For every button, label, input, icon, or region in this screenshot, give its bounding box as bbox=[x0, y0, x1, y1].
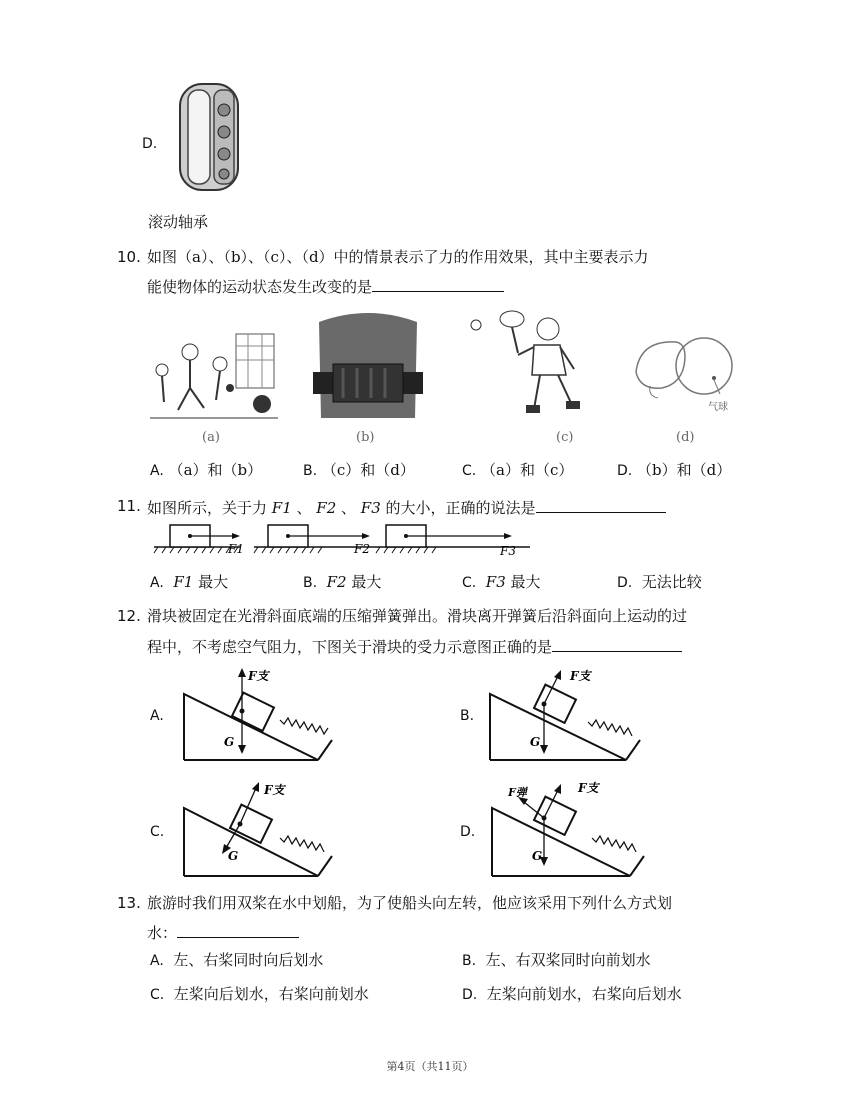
q10-answer-blank[interactable] bbox=[372, 275, 504, 292]
q12-answer-blank[interactable] bbox=[552, 635, 682, 652]
q10-image-label-c: (c) bbox=[556, 430, 574, 445]
q11-figure bbox=[150, 521, 530, 559]
q12-number: 12. bbox=[117, 607, 141, 625]
q12-a-label-fn: F支 bbox=[248, 669, 269, 683]
q11-label-f1: F1 bbox=[228, 542, 244, 556]
q12-d-label-g: G bbox=[532, 849, 543, 863]
q12-d-label-fn: F支 bbox=[578, 781, 599, 795]
q12-option-a-letter[interactable]: A. bbox=[150, 708, 164, 724]
q11-option-a[interactable]: A. F1 最大 bbox=[150, 573, 229, 591]
q10-image-label-a: (a) bbox=[202, 430, 220, 445]
q13-option-a[interactable]: A. 左、右桨同时向后划水 bbox=[150, 951, 324, 969]
q10-option-d[interactable]: D. （b）和（d） bbox=[617, 461, 732, 479]
page-footer: 第4页（共11页） bbox=[386, 1060, 474, 1073]
q11-answer-blank[interactable] bbox=[536, 496, 666, 513]
q11-text: 如图所示，关于力 F1 、 F2 、 F3 的大小，正确的说法是 bbox=[147, 496, 666, 518]
q12-option-d-letter[interactable]: D. bbox=[460, 824, 476, 840]
q13-number: 13. bbox=[117, 894, 141, 912]
q11-number: 11. bbox=[117, 497, 141, 515]
q11-label-f2: F2 bbox=[354, 542, 370, 556]
q11-option-d[interactable]: D. 无法比较 bbox=[617, 573, 702, 591]
balloon-label: 气球 bbox=[708, 402, 728, 413]
q13-text-line1: 旅游时我们用双桨在水中划船，为了使船头向左转，他应该采用下列什么方式划 bbox=[147, 894, 673, 912]
q12-diagram-a bbox=[180, 666, 340, 764]
q13-text-line2: 水： bbox=[147, 921, 299, 943]
q10-image-label-d: (d) bbox=[676, 430, 695, 445]
q13-option-c[interactable]: C. 左桨向后划水，右桨向前划水 bbox=[150, 985, 369, 1003]
q13-answer-blank[interactable] bbox=[177, 921, 299, 938]
q11-option-c[interactable]: C. F3 最大 bbox=[462, 573, 541, 591]
q10-image-c bbox=[468, 305, 588, 417]
q10-image-d bbox=[628, 336, 746, 418]
q11-force-3: F3 bbox=[360, 499, 381, 517]
q12-d-label-ftan: F弹 bbox=[508, 786, 527, 799]
q12-c-label-fn: F支 bbox=[264, 783, 285, 797]
q12-diagram-d bbox=[488, 776, 648, 880]
q10-option-c[interactable]: C. （a）和（c） bbox=[462, 461, 574, 479]
q9-option-d-caption: 滚动轴承 bbox=[148, 213, 209, 231]
q13-option-b[interactable]: B. 左、右双桨同时向前划水 bbox=[462, 951, 651, 969]
q12-c-label-g: G bbox=[228, 849, 239, 863]
q11-force-1: F1 bbox=[271, 499, 292, 517]
q10-number: 10. bbox=[117, 248, 141, 266]
bearing-image bbox=[174, 80, 244, 194]
q12-b-label-fn: F支 bbox=[570, 669, 591, 683]
q11-option-b[interactable]: B. F2 最大 bbox=[303, 573, 382, 591]
q10-image-a bbox=[150, 330, 278, 422]
q13-option-d[interactable]: D. 左桨向前划水，右桨向后划水 bbox=[462, 985, 682, 1003]
q12-option-b-letter[interactable]: B. bbox=[460, 708, 475, 724]
q10-text-line1: 如图（a）、（b）、（c）、（d）中的情景表示了力的作用效果，其中主要表示力 bbox=[147, 248, 649, 266]
q12-text-line2: 程中，不考虑空气阻力，下图关于滑块的受力示意图正确的是 bbox=[147, 635, 682, 657]
q12-diagram-b bbox=[486, 666, 646, 764]
q12-b-label-g: G bbox=[530, 735, 541, 749]
q11-force-2: F2 bbox=[316, 499, 337, 517]
q10-image-b bbox=[313, 312, 423, 418]
q12-option-c-letter[interactable]: C. bbox=[150, 824, 165, 840]
q10-image-label-b: (b) bbox=[356, 430, 375, 445]
q10-option-b[interactable]: B. （c）和（d） bbox=[303, 461, 415, 479]
q12-diagram-c bbox=[180, 776, 340, 880]
q10-text-line2: 能使物体的运动状态发生改变的是 bbox=[147, 275, 504, 297]
q9-option-d-letter: D. bbox=[142, 136, 158, 152]
q12-a-label-g: G bbox=[224, 735, 235, 749]
q10-option-a[interactable]: A. （a）和（b） bbox=[150, 461, 263, 479]
q12-text-line1: 滑块被固定在光滑斜面底端的压缩弹簧弹出。滑块离开弹簧后沿斜面向上运动的过 bbox=[147, 607, 688, 625]
q11-label-f3: F3 bbox=[500, 544, 516, 558]
